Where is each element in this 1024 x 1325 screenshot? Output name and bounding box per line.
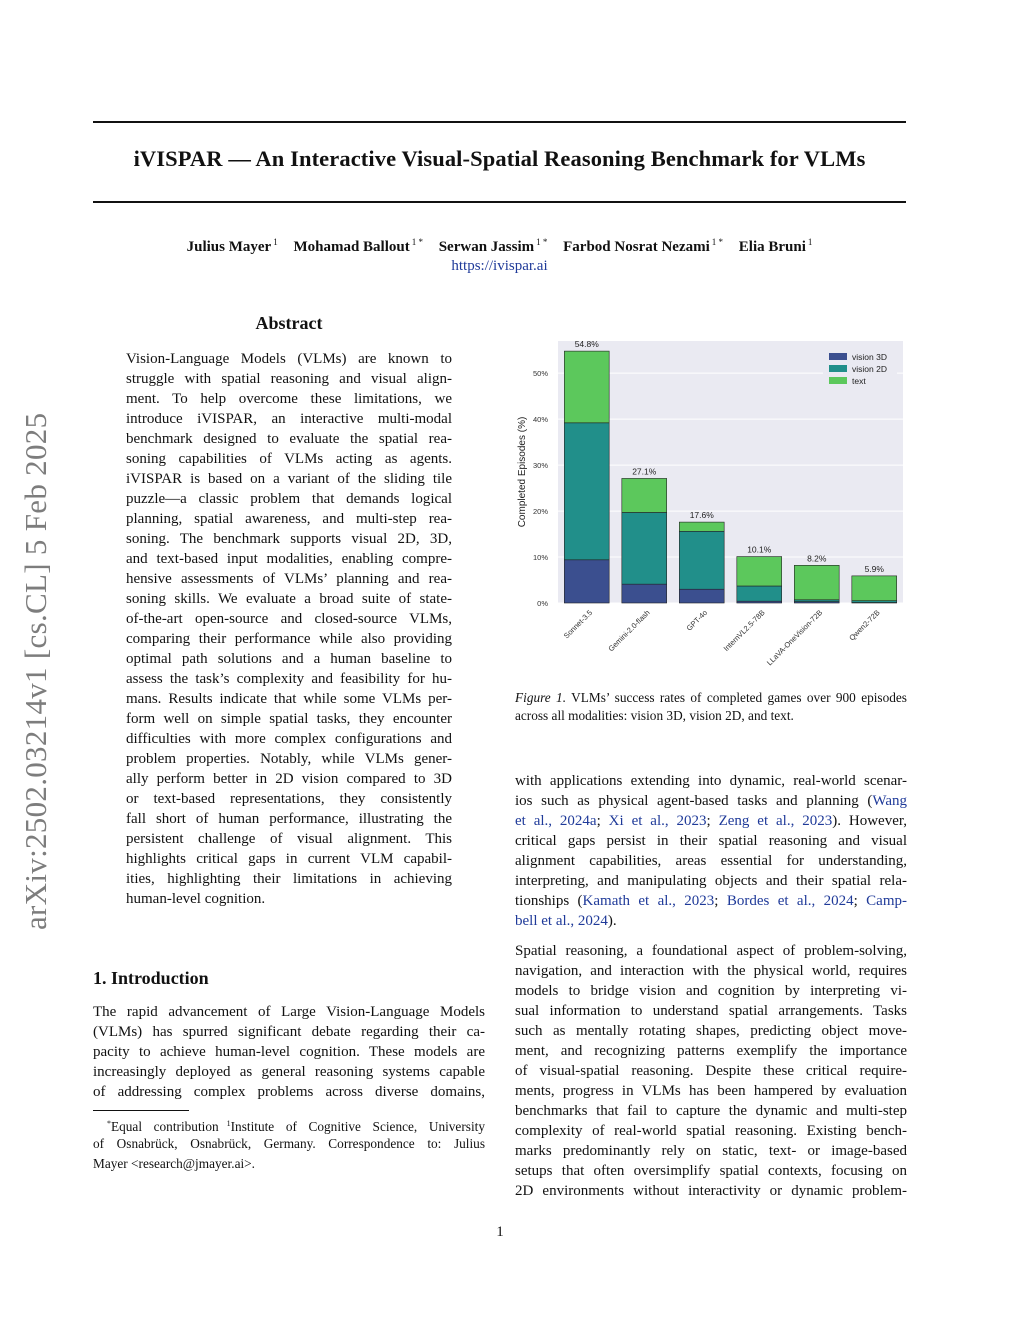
y-tick-label: 40% <box>532 415 548 425</box>
abstract-body <box>126 349 452 909</box>
text-line: 2D environments without interactivity or dynamic problem- <box>515 1183 907 1199</box>
legend-label: vision 2D <box>852 364 887 374</box>
text-line: ment. To help overcome these limitations, we <box>126 391 452 407</box>
text-line: benchmark designed to evaluate the spatial rea- <box>126 431 452 447</box>
bar-total-label: 8.2% <box>807 553 827 564</box>
text-line: ments, progress in VLMs has been hampered by evaluation <box>515 1083 907 1099</box>
figure-1 <box>513 335 907 685</box>
legend-swatch <box>829 353 847 360</box>
text-line: soning capabilities of VLMs acting as agents. <box>126 451 452 467</box>
author: Mohamad Ballout $^{1 *}$ <box>293 237 423 255</box>
text-line: increasingly deployed as general reasoning systems capable <box>93 1064 485 1080</box>
text-line: ities, highlighting their limitations in achieving <box>126 871 452 887</box>
project-url-link[interactable]: https://ivispar.ai <box>451 258 548 274</box>
legend-label: text <box>852 376 866 386</box>
footnote-rule <box>93 1110 189 1111</box>
citation-link[interactable]: Xi et al., 2023 <box>608 813 707 829</box>
page-number: 1 <box>496 1224 504 1240</box>
author: Elia Bruni $^1$ <box>738 237 813 255</box>
paragraph <box>515 941 907 1201</box>
bar-segment-text <box>622 478 667 512</box>
text-line: sual information to understand spatial arrangements. Tasks <box>515 1003 907 1019</box>
bar-segment-vision-2d <box>622 512 667 584</box>
bar-total-label: 17.6% <box>689 510 714 521</box>
introduction-heading: 1. Introduction <box>93 968 209 988</box>
bar-segment-text <box>794 565 839 599</box>
bar-chart <box>513 335 907 685</box>
arxiv-identifier: arXiv:2502.03214v1 [cs.CL] 5 Feb 2025 <box>18 412 53 930</box>
text-line: difficulties with more complex configurations and <box>126 731 452 747</box>
text-line: of visual-spatial reasoning. Despite these critical require- <box>515 1063 907 1079</box>
bar-segment-vision-3d <box>679 589 724 603</box>
citation-link[interactable]: Wang <box>872 793 907 809</box>
text-line: comparing their performance while also providing <box>126 631 452 647</box>
legend-label: vision 3D <box>852 352 887 362</box>
citation-link[interactable]: Camp- <box>866 893 907 909</box>
text-line: introduce iVISPAR, an interactive multi-modal <box>126 411 452 427</box>
y-tick-label: 20% <box>532 507 548 517</box>
caption-text: VLMs’ success rates of completed games over 900 episodes across all modalities: vision 3D, vision 2D, and text. <box>515 690 907 723</box>
y-tick-label: 0% <box>537 599 548 608</box>
abstract-heading: Abstract <box>255 313 323 333</box>
text-line: ally perform better in 2D vision compared to 3D <box>126 771 452 787</box>
text-line: Vision-Language Models (VLMs) are known to <box>126 351 452 367</box>
text-line: setups that often oversimplify spatial contexts, focusing on <box>515 1163 907 1179</box>
text-line: problem properties. Notably, while VLMs gener- <box>126 751 452 767</box>
x-tick-label: Qwen2-72B <box>847 608 882 643</box>
caption-label: Figure 1. <box>515 690 567 705</box>
text-line: soning. The benchmark supports visual 2D, 3D, <box>126 531 452 547</box>
text-line: pacity to achieve human-level cognition. These models are <box>93 1044 485 1060</box>
text-line: mans. Results indicate that while some VLMs per- <box>126 691 452 707</box>
y-tick-label: 10% <box>532 553 548 563</box>
bar-segment-vision-3d <box>622 584 667 603</box>
text-line: struggle with spatial reasoning and visual align- <box>126 371 452 387</box>
paper-title: iVISPAR — An Interactive Visual-Spatial Reasoning Benchmark for VLMs <box>133 146 866 171</box>
bar-segment-vision-3d <box>564 560 609 603</box>
text-line: or text-based representations, they consistently <box>126 791 452 807</box>
y-tick-label: 30% <box>532 461 548 471</box>
bar-segment-text <box>852 576 897 601</box>
chart-legend <box>823 347 897 389</box>
text-line: The rapid advancement of Large Vision-Language Models <box>93 1004 485 1020</box>
legend-swatch <box>829 365 847 372</box>
text-line: of-the-art open-source and closed-source VLMs, <box>126 611 452 627</box>
text-line: highlights critical gaps in current VLM capabil- <box>126 851 452 867</box>
text-line: (VLMs) has spurred significant debate regarding their ca- <box>93 1024 485 1040</box>
right-column-body <box>515 771 907 1201</box>
title-rule-bottom <box>93 201 906 203</box>
citation-link[interactable]: Bordes et al., 2024 <box>726 893 854 909</box>
paragraph: with applications extending into dynamic, real-world scenar- ios such as physical agent-based tasks and planning (Wang et al., 2024a; Xi et al., 2023; Zeng et al., 2023). However, critical gaps persist in their spatial reasoning and visual alignment capabilities, areas essential for understanding, interpreting, and manipulating objects and their spatial rela- tionships (Kamath et al., 2023; Bordes et al., 2024; Camp- bell et al., 2024). <box>515 773 907 929</box>
text-line: benchmarks that fail to capture the dynamic and multi-step <box>515 1103 907 1119</box>
bar-total-label: 27.1% <box>632 466 657 477</box>
text-line: ment, and recognizing patterns exemplify the importance <box>515 1043 907 1059</box>
text-line: complexity of real-world spatial reasoning. Existing bench- <box>515 1123 907 1139</box>
text-line: persistent challenge of visual alignment. This <box>126 831 452 847</box>
text-line: puzzle—a classic problem that demands logical <box>126 491 452 507</box>
bar-total-label: 5.9% <box>864 563 884 574</box>
author: Julius Mayer $^1$ <box>186 237 278 255</box>
text-line: and text-based input modalities, enabling compre- <box>126 551 452 567</box>
bar-total-label: 54.8% <box>574 339 599 350</box>
footnote: *Equal contribution $^1$Institute of Cognitive Science, University of Osnabrück, Osnabrück, Germany. Correspondence to: Julius Mayer <research@jmayer.ai>. <box>93 1119 485 1171</box>
bar-segment-vision-2d <box>564 423 609 560</box>
x-tick-label: Gemini-2.0-flash <box>606 608 652 654</box>
x-tick-label: Sonnet-3.5 <box>561 608 595 641</box>
y-tick-label: 50% <box>532 369 548 379</box>
x-tick-label: GPT-4o <box>684 608 710 633</box>
legend-swatch <box>829 377 847 384</box>
y-axis-label: Completed Episodes (%) <box>517 416 528 528</box>
text-line: models to bridge vision and cognition by interpreting vi- <box>515 983 907 999</box>
x-tick-label: InternVL2.5-78B <box>721 608 767 654</box>
author: Serwan Jassim $^{1 *}$ <box>438 237 548 255</box>
text-line: assess the task’s complexity and feasibility for hu- <box>126 671 452 687</box>
author-list <box>93 237 906 256</box>
introduction-body <box>93 1002 485 1102</box>
text-line: hensive assessments of VLMs’ planning and rea- <box>126 571 452 587</box>
bar-segment-text <box>679 522 724 531</box>
text-line: optimal path solutions and a human baseline to <box>126 651 452 667</box>
text-line: of addressing complex problems across diverse domains, <box>93 1084 485 1100</box>
text-line: such as mentally rotating shapes, predicting object move- <box>515 1023 907 1039</box>
text-line: iVISPAR is based on a variant of the sliding tile <box>126 471 452 487</box>
author: Farbod Nosrat Nezami $^{1 *}$ <box>563 237 724 255</box>
text-line: navigation, and interaction with the physical world, requires <box>515 963 907 979</box>
text-line: form well on simple spatial tasks, they encounter <box>126 711 452 727</box>
figure-caption <box>515 689 907 725</box>
text-line: marks predominantly rely on static, text- or image-based <box>515 1143 907 1159</box>
x-tick-label: LLaVA-OneVision-72B <box>764 608 825 668</box>
bar-segment-vision-2d <box>679 531 724 589</box>
text-line: human-level cognition. <box>126 891 266 907</box>
bar-segment-text <box>737 557 782 586</box>
citation-link[interactable]: Kamath et al., 2023 <box>582 893 715 909</box>
text-line: planning, spatial awareness, and multi-step rea- <box>126 511 452 527</box>
title-rule-top <box>93 121 906 123</box>
citation-link[interactable]: bell et al., 2024 <box>515 913 608 929</box>
citation-link[interactable]: et al., 2024a <box>515 813 597 829</box>
bar-segment-text <box>564 351 609 423</box>
citation-link[interactable]: Zeng et al., 2023 <box>718 813 833 829</box>
bar-segment-vision-2d <box>737 586 782 601</box>
text-line: soning skills. We evaluate a broad suite of state- <box>126 591 452 607</box>
text-line: fall short of human performance, illustrating the <box>126 811 452 827</box>
bar-total-label: 10.1% <box>747 544 772 555</box>
text-line: Spatial reasoning, a foundational aspect of problem-solving, <box>515 943 907 959</box>
